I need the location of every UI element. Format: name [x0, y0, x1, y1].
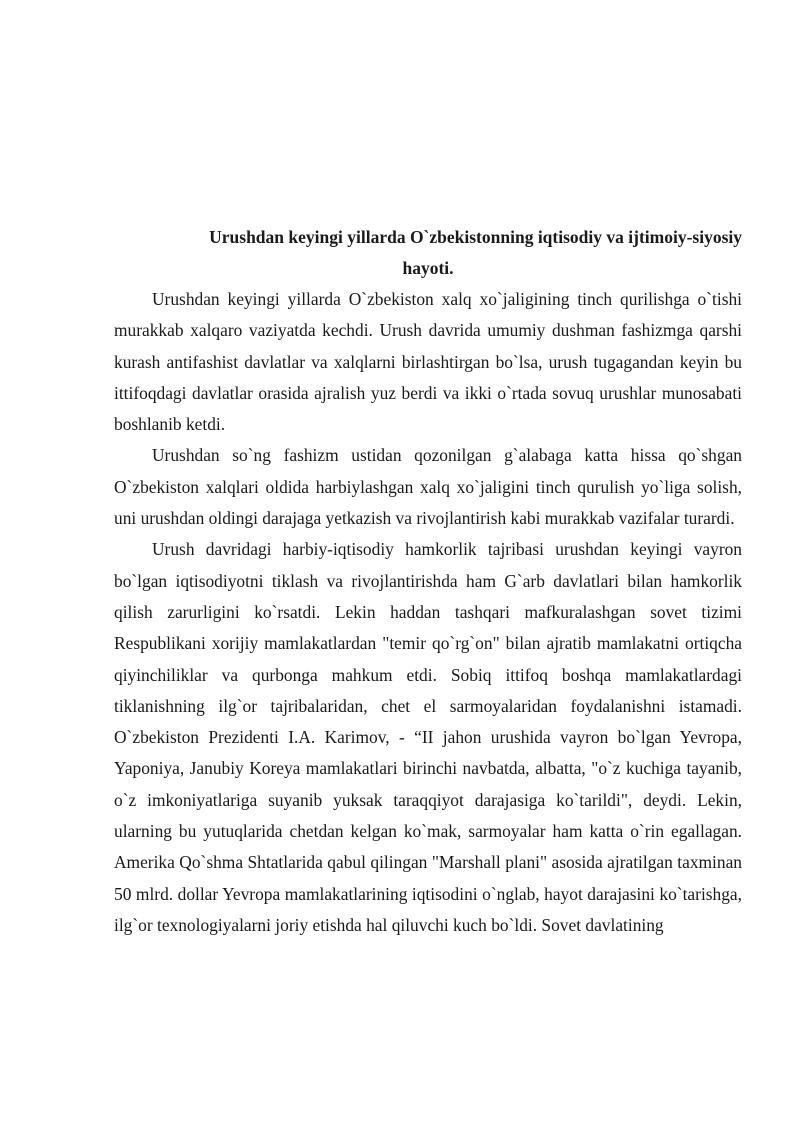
title-line-1: Urushdan keyingi yillarda O`zbekistonning iqtisodiy va ijtimoiy-siyosiy: [209, 227, 742, 247]
paragraph-1: Urushdan keyingi yillarda O`zbekiston xalq xo`jaligining tinch qurilishga o`tishi murakkab xalqaro vaziyatda kechdi. Urush davrida umumiy dushman fashizmga qarshi kurash antifashist davlatlar va xalqlarni birlashtirgan bo`lsa, urush tugagandan keyin bu ittifoqdagi davlatlar orasida ajralish yuz berdi va ikki o`rtada sovuq urushlar munosabati boshlanib ketdi.: [114, 289, 742, 435]
document-title: [114, 222, 742, 284]
title-line-2: hayoti.: [402, 258, 454, 278]
paragraph-2: Urushdan so`ng fashizm ustidan qozonilgan g`alabaga katta hissa qo`shgan O`zbekiston xalqlari oldida harbiylashgan xalq xo`jaligini tinch qurulish yo`liga solish, uni urushdan oldingi darajaga yetkazish va rivojlantirish kabi murakkab vazifalar turardi.: [114, 445, 742, 529]
paragraph-3: Urush davridagi harbiy-iqtisodiy hamkorlik tajribasi urushdan keyingi vayron bo`lgan iqtisodiyotni tiklash va rivojlantirishda ham G`arb davlatlari bilan hamkorlik qilish zarurligini ko`rsatdi. Lekin haddan tashqari mafkuralashgan sovet tizimi Respublikani xorijiy mamlakatlardan "temir qo`rg`on" bilan ajratib mamlakatni ortiqcha qiyinchiliklar va qurbonga mahkum etdi. Sobiq ittifoq boshqa mamlakatlardagi tiklanishning ilg`or tajribalaridan, chet el sarmoyalaridan foydalanishni istamadi. O`zbekiston Prezidenti I.A. Karimov, - “II jahon urushida vayron bo`lgan Yevropa, Yaponiya, Janubiy Koreya mamlakatlari birinchi navbatda, albatta, "o`z kuchiga tayanib, o`z imkoniyatlariga suyanib yuksak taraqqiyot darajasiga ko`tarildi", deydi. Lekin, ularning bu yutuqlarida chetdan kelgan ko`mak, sarmoyalar ham katta o`rin egallagan. Amerika Qo`shma Shtatlarida qabul qilingan "Marshall plani" asosida ajratilgan taxminan 50 mlrd. dollar Yevropa mamlakatlarining iqtisodini o`nglab, hayot darajasini ko`tarishga, ilg`or texnologiyalarni joriy etishda hal qiluvchi kuch bo`ldi. Sovet davlatining: [114, 539, 742, 935]
document-page: [114, 222, 742, 941]
